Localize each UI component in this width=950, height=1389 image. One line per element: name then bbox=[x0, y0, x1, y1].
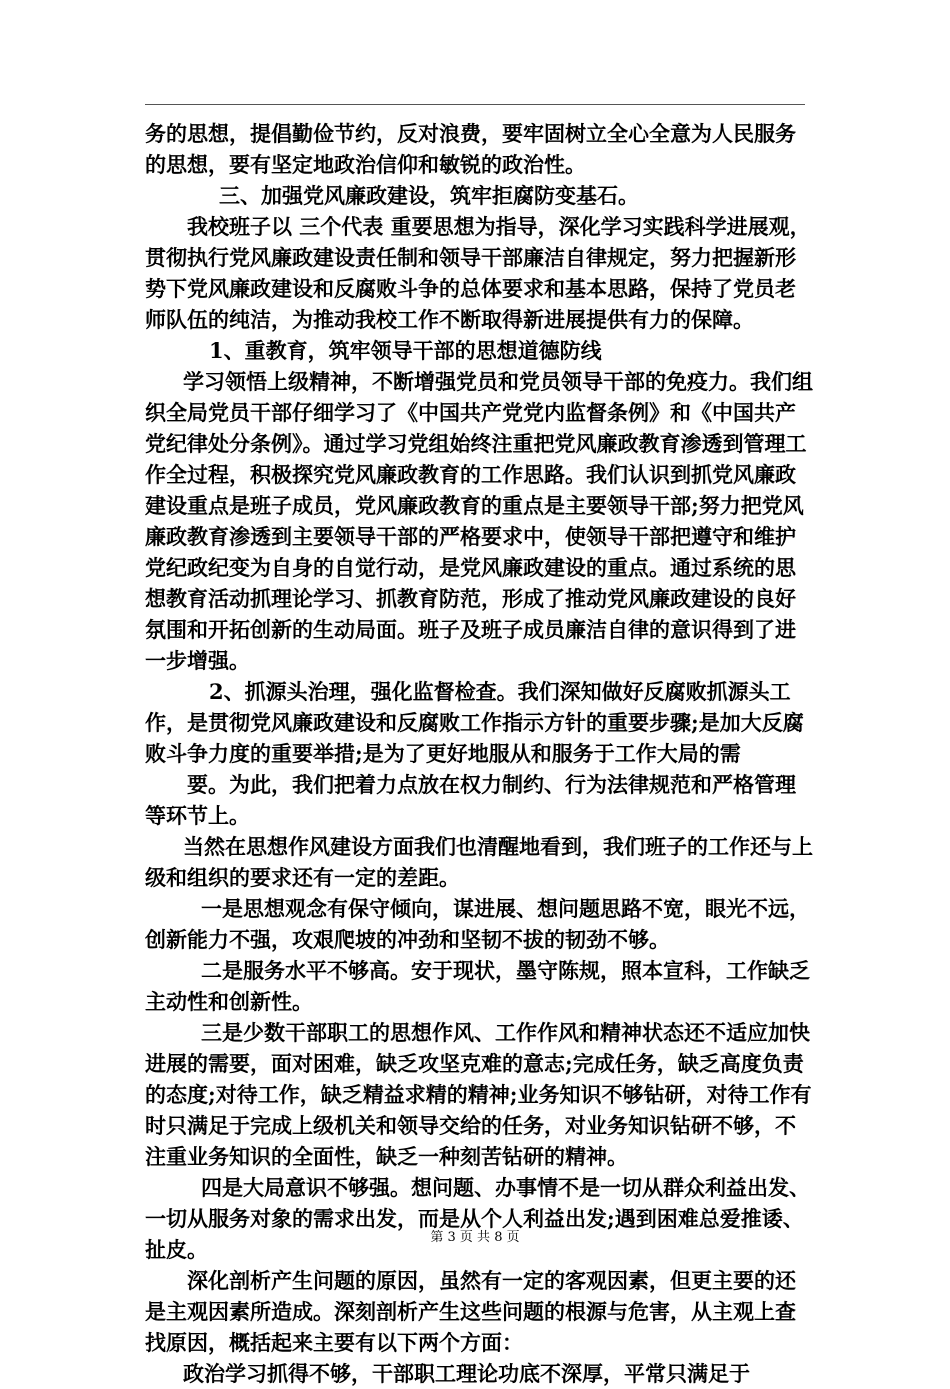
paragraph: 当然在思想作风建设方面我们也清醒地看到，我们班子的工作还与上级和组织的要求还有一定的差距。 bbox=[145, 834, 813, 890]
subsection-heading: 1、重教育，筑牢领导干部的思想道德防线 bbox=[209, 338, 602, 363]
paragraph: 深化剖析产生问题的原因，虽然有一定的客观因素，但更主要的还是主观因素所造成。深刻剖析产生这些问题的根源与危害，从主观上查找原因，概括起来主要有以下两个方面： bbox=[145, 1268, 796, 1355]
paragraph: 学习领悟上级精神，不断增强党员和党员领导干部的免疫力。我们组织全局党员干部仔细学习了《中国共产党党内监督条例》和《中国共产党纪律处分条例》。通过学习党组始终注重把党风廉政教育渗透到管理工作全过程，积极探究党风廉政教育的工作思路。我们认识到抓党风廉政建设重点是班子成员，党风廉政教育的重点是主要领导干部;努力把党风廉政教育渗透到主要领导干部的严格要求中，使领导干部把遵守和维护党纪政纪变为自身的自觉行动，是党风廉政建设的重点。通过系统的思想教育活动抓理论学习、抓教育防范，形成了推动党风廉政建设的良好氛围和开拓创新的生动局面。班子及班子成员廉洁自律的意识得到了进一步增强。 bbox=[145, 369, 813, 673]
paragraph: 二是服务水平不够高。安于现状，墨守陈规，照本宣科，工作缺乏主动性和创新性。 bbox=[145, 958, 810, 1014]
paragraph: 要。为此，我们把着力点放在权力制约、行为法律规范和严格管理等环节上。 bbox=[145, 772, 796, 828]
header-rule bbox=[145, 104, 805, 105]
paragraph: 务的思想，提倡勤俭节约，反对浪费，要牢固树立全心全意为人民服务的思想，要有坚定地政治信仰和敏锐的政治性。 bbox=[145, 121, 796, 177]
paragraph: 三是少数干部职工的思想作风、工作作风和精神状态还不适应加快进展的需要，面对困难，缺乏攻坚克难的意志;完成任务，缺乏高度负责的态度;对待工作，缺乏精益求精的精神;业务知识不够钻研，对待工作有时只满足于完成上级机关和领导交给的任务，对业务知识钻研不够，不注重业务知识的全面性，缺乏一种刻苦钻研的精神。 bbox=[145, 1020, 812, 1169]
document-body bbox=[145, 118, 813, 1389]
page-number: 第 3 页 共 8 页 bbox=[430, 1230, 520, 1245]
paragraph: 一是思想观念有保守倾向，谋进展、想问题思路不宽，眼光不远，创新能力不强，攻艰爬坡的冲劲和坚韧不拔的韧劲不够。 bbox=[145, 896, 810, 952]
paragraph: 我校班子以 三个代表 重要思想为指导，深化学习实践科学进展观，贯彻执行党风廉政建设责任制和领导干部廉洁自律规定，努力把握新形势下党风廉政建设和反腐败斗争的总体要求和基本思路，保持了党员老师队伍的纯洁，为推动我校工作不断取得新进展提供有力的保障。 bbox=[145, 214, 811, 332]
paragraph: 政治学习抓得不够，干部职工理论功底不深厚，平常只满足于 bbox=[183, 1361, 750, 1386]
section-heading: 三、加强党风廉政建设，筑牢拒腐防变基石。 bbox=[219, 183, 639, 208]
paragraph: 2、抓源头治理，强化监督检查。我们深知做好反腐败抓源头工作，是贯彻党风廉政建设和反腐败工作指示方针的重要步骤;是加大反腐败斗争力度的重要举措;是为了更好地服从和服务于工作大局的需 bbox=[145, 679, 804, 766]
paragraph: 四是大局意识不够强。想问题、办事情不是一切从群众利益出发、一切从服务对象的需求出发，而是从个人利益出发;遇到困难总爱推诿、扯皮。 bbox=[145, 1175, 810, 1262]
